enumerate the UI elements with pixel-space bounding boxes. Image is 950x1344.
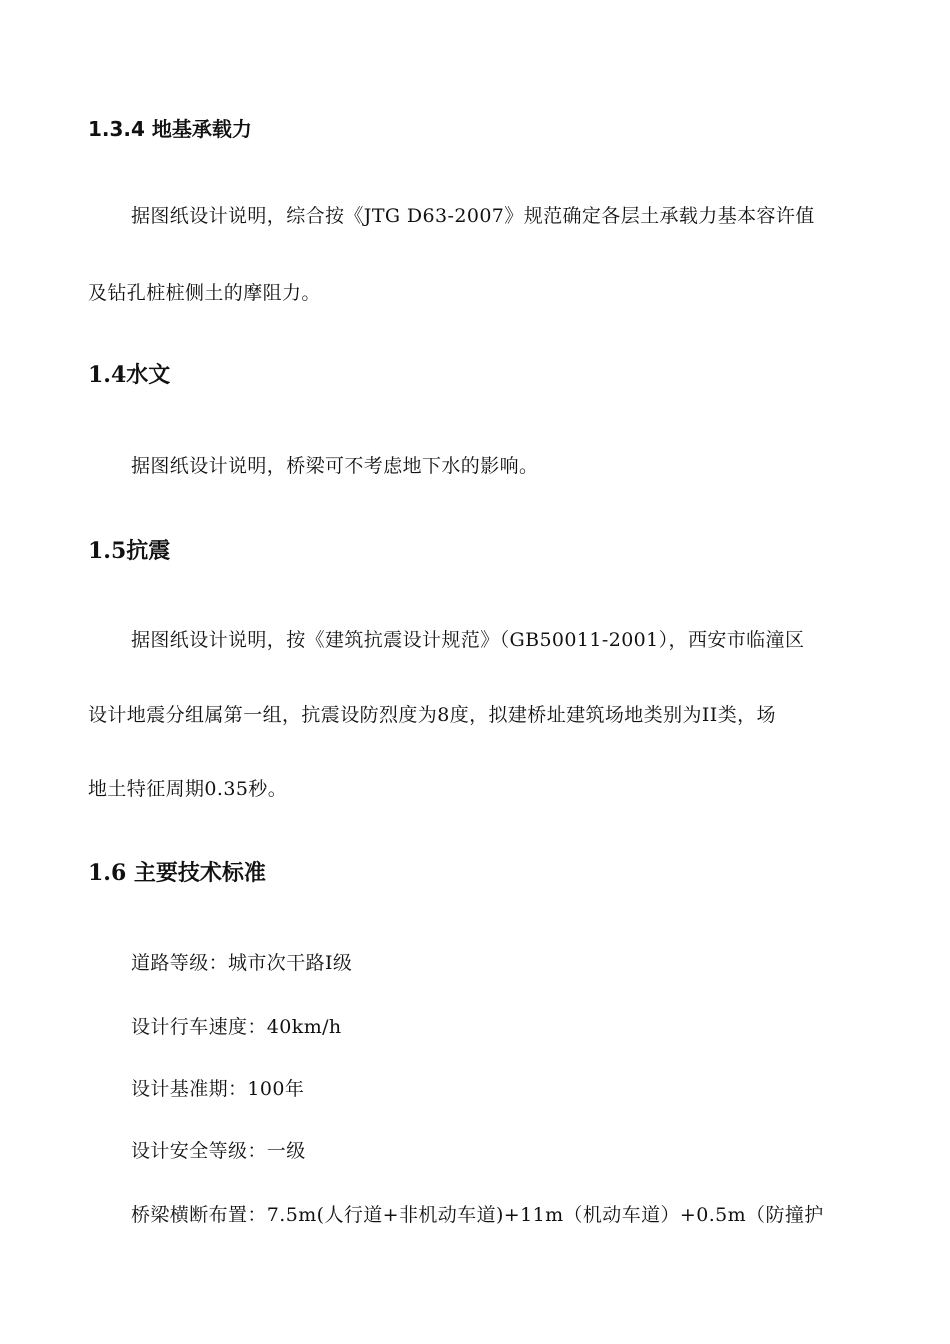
list-item: 设计基准期：100年 <box>131 1078 305 1100</box>
list-item: 道路等级：城市次干路Ⅰ级 <box>131 952 353 974</box>
section-heading-1-4: 1.4水文 <box>88 362 171 388</box>
paragraph-line: 据图纸设计说明，综合按《JTG D63-2007》规范确定各层土承载力基本容许值 <box>131 205 815 227</box>
paragraph-line: 据图纸设计说明，按《建筑抗震设计规范》（GB50011-2001），西安市临潼区 <box>131 629 805 651</box>
paragraph-line: 地土特征周期0.35秒。 <box>88 778 288 800</box>
section-heading-1-3-4: 1.3.4 地基承载力 <box>88 117 252 141</box>
list-item: 设计行车速度：40km/h <box>131 1016 342 1038</box>
list-item: 桥梁横断布置：7.5m(人行道+非机动车道)+11m（机动车道）+0.5m（防撞护 <box>131 1204 824 1226</box>
paragraph-line: 设计地震分组属第一组，抗震设防烈度为8度，拟建桥址建筑场地类别为II类，场 <box>88 704 776 726</box>
paragraph-line: 据图纸设计说明，桥梁可不考虑地下水的影响。 <box>131 455 539 477</box>
section-heading-1-6: 1.6 主要技术标准 <box>88 860 266 886</box>
paragraph-line: 及钻孔桩桩侧土的摩阻力。 <box>88 282 321 304</box>
section-heading-1-5: 1.5抗震 <box>88 538 171 564</box>
list-item: 设计安全等级：一级 <box>131 1140 306 1162</box>
